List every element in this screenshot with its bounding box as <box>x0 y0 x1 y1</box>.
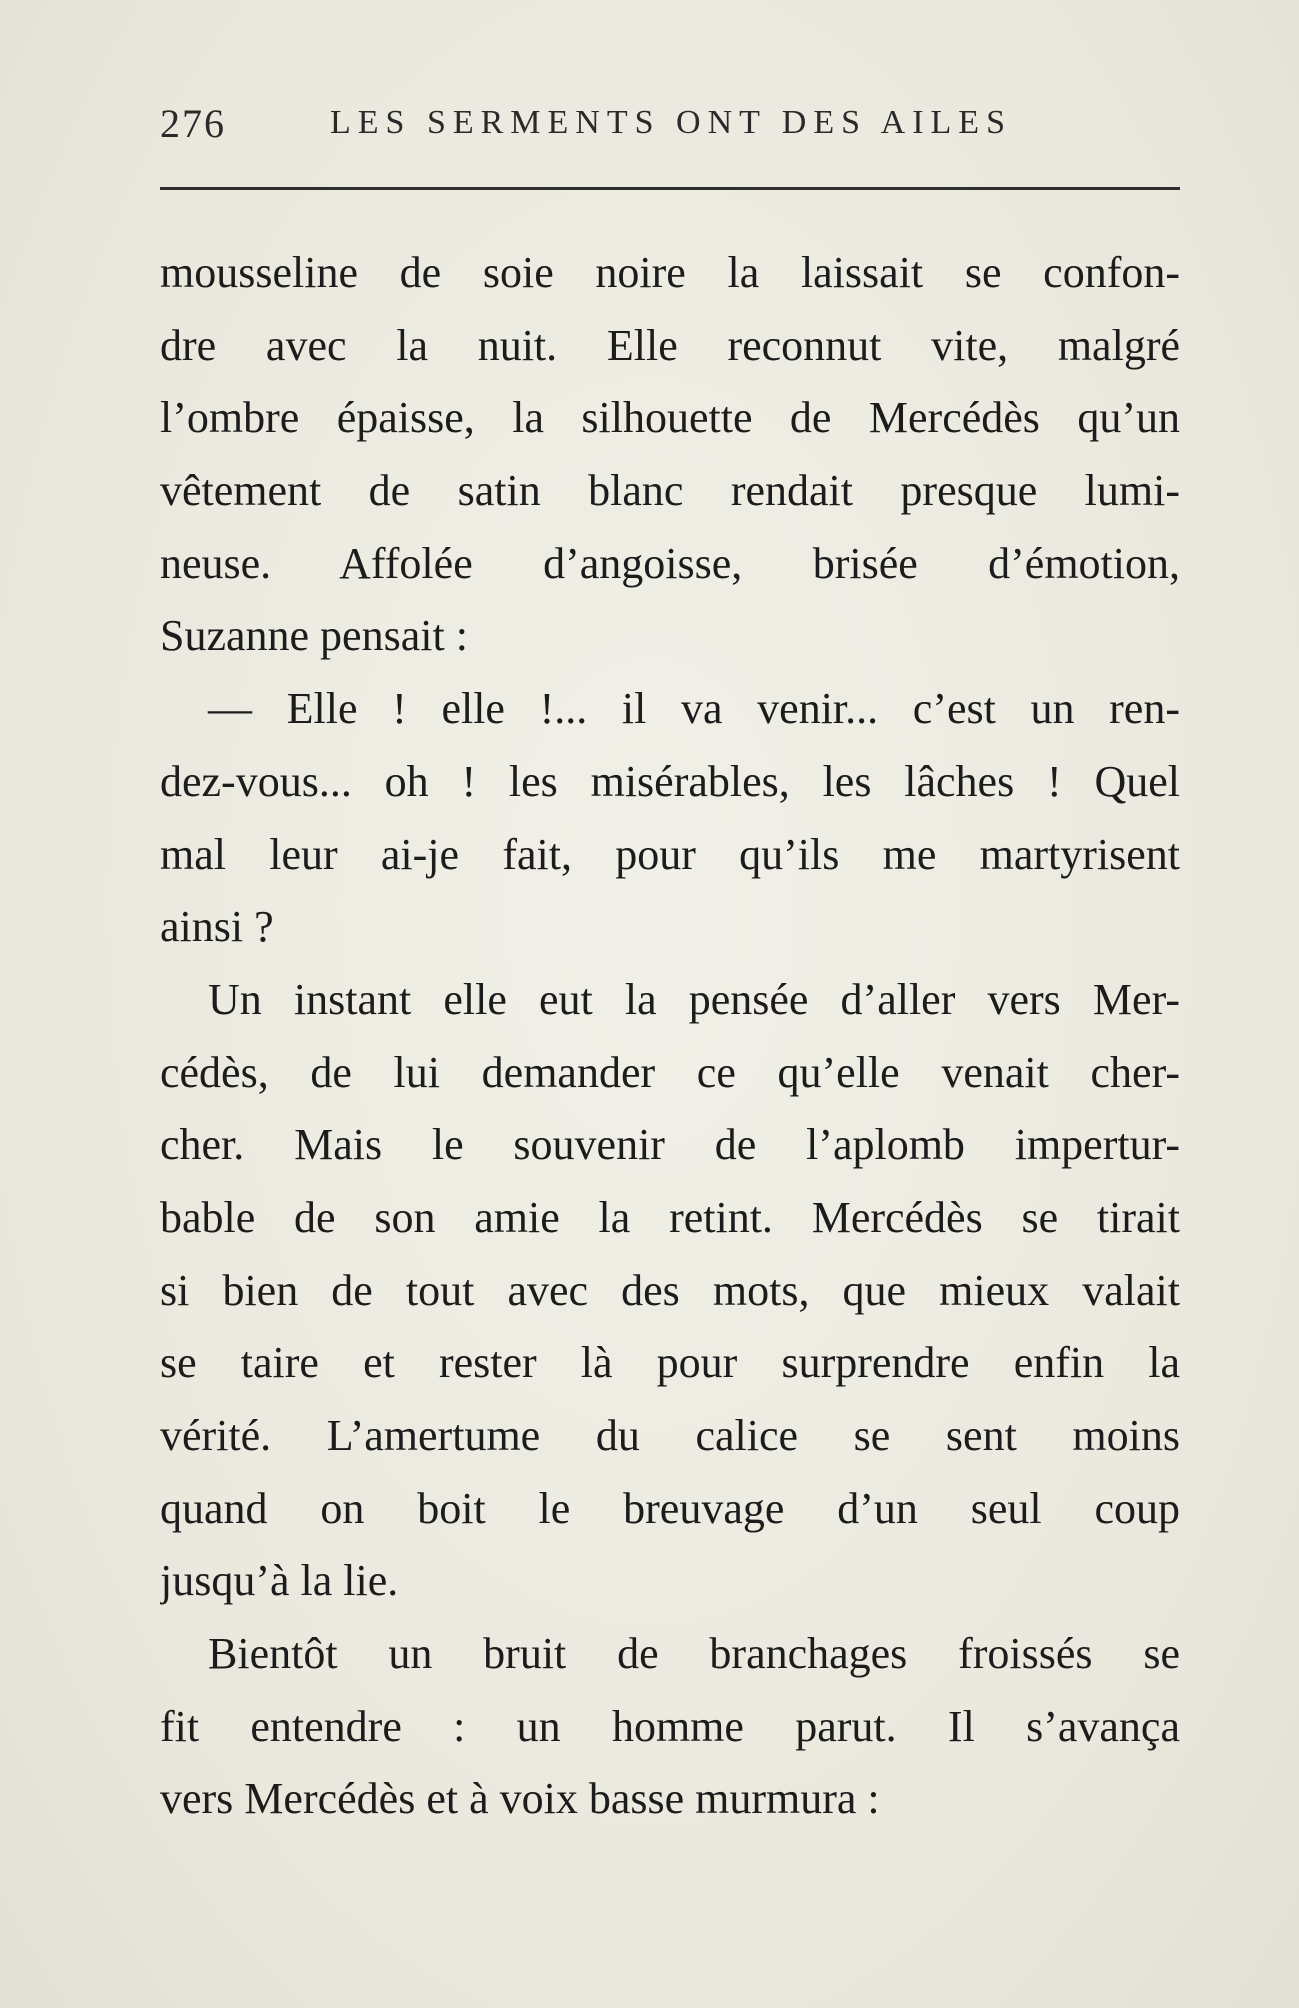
body-text <box>160 237 1180 1836</box>
text-line: vers Mercédès et à voix basse murmura : <box>160 1774 880 1824</box>
text-line: vérité. L’amertume du calice se sent moins <box>160 1411 1180 1460</box>
text-line: ainsi ? <box>160 902 274 952</box>
text-line: quand on boit le breuvage d’un seul coup <box>160 1483 1180 1533</box>
page-header <box>160 100 1180 160</box>
text-line: dez-vous... oh ! les misérables, les lâches ! Quel <box>160 756 1180 806</box>
text-line: bable de son amie la retint. Mercédès se tirait <box>160 1192 1180 1242</box>
text-line: cher. Mais le souvenir de l’aplomb impertur- <box>160 1120 1180 1170</box>
running-title: LES SERMENTS ONT DES AILES <box>330 104 1012 141</box>
text-line: fit entendre : un homme parut. Il s’avança <box>160 1701 1180 1751</box>
text-line: Bientôt un bruit de branchages froissés se <box>208 1629 1180 1679</box>
text-line: Suzanne pensait : <box>160 611 468 661</box>
text-line: vêtement de satin blanc rendait presque lumi- <box>160 466 1180 516</box>
text-line: jusqu’à la lie. <box>160 1556 399 1606</box>
header-rule <box>160 187 1180 190</box>
text-line: cédès, de lui demander ce qu’elle venait cher- <box>160 1047 1180 1097</box>
text-line: mousseline de soie noire la laissait se confon- <box>160 248 1180 297</box>
text-line: se taire et rester là pour surprendre enfin la <box>160 1338 1180 1388</box>
text-line: neuse. Affolée d’angoisse, brisée d’émotion, <box>160 538 1180 588</box>
text-line: si bien de tout avec des mots, que mieux valait <box>160 1265 1180 1315</box>
text-line: dre avec la nuit. Elle reconnut vite, malgré <box>160 320 1180 370</box>
text-line: l’ombre épaisse, la silhouette de Mercédès qu’un <box>160 393 1180 443</box>
text-line: — Elle ! elle !... il va venir... c’est un ren- <box>208 684 1180 734</box>
page-number: 276 <box>160 101 226 146</box>
text-line: Un instant elle eut la pensée d’aller vers Mer- <box>208 974 1180 1024</box>
text-line: mal leur ai-je fait, pour qu’ils me martyrisent <box>160 829 1180 879</box>
